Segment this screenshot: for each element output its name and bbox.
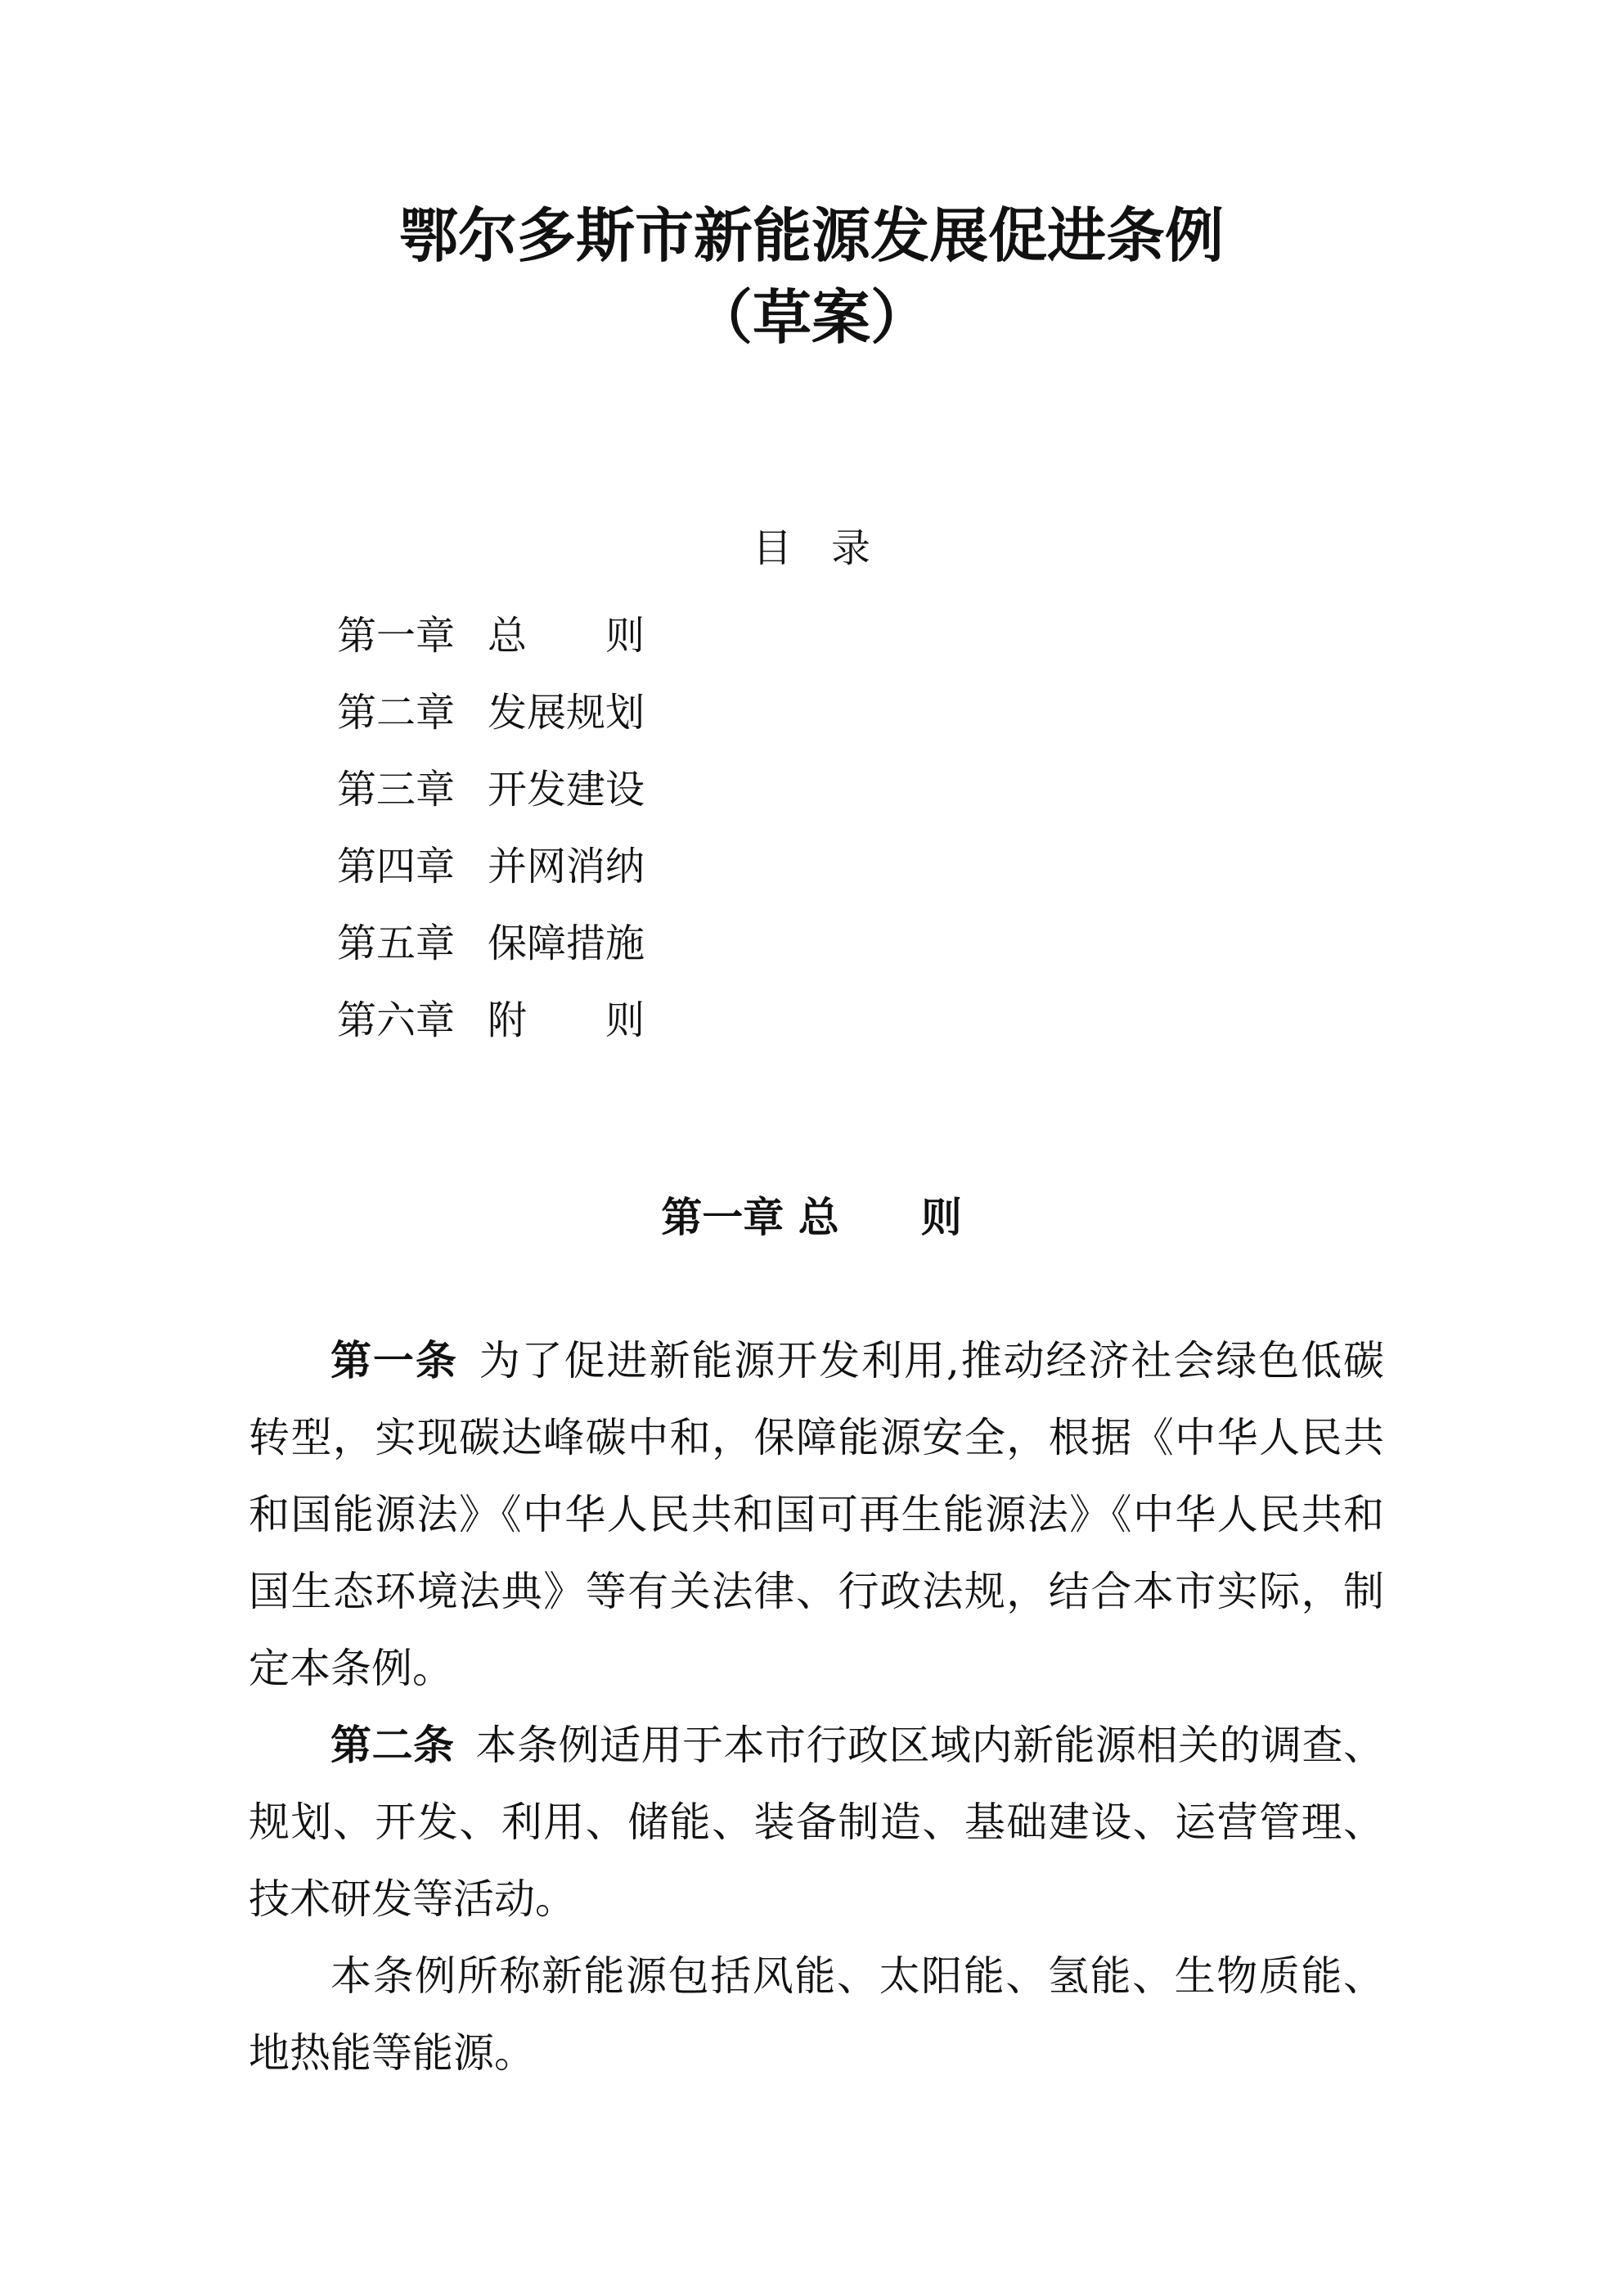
toc-item — [337, 905, 645, 982]
article-label: 第二条 — [330, 1721, 455, 1769]
article-2 — [249, 1707, 1384, 1938]
toc-chapter-number: 第一章 — [337, 613, 456, 659]
document-title: 鄂尔多斯市新能源发展促进条例 — [398, 200, 1224, 270]
chapter-heading: 第一章 总 则 — [661, 1193, 962, 1241]
toc-chapter-name: 并网消纳 — [488, 844, 645, 889]
document-subtitle: （草案） — [693, 282, 929, 352]
toc-chapter-name: 保障措施 — [488, 921, 645, 966]
toc-chapter-name: 开发建设 — [488, 767, 645, 813]
chapter-body — [249, 1322, 1384, 2091]
article-1 — [249, 1322, 1384, 1707]
toc-chapter-number: 第四章 — [337, 844, 456, 889]
toc-item — [337, 674, 645, 751]
toc-chapter-number: 第五章 — [337, 921, 456, 966]
toc-chapter-number: 第三章 — [337, 767, 456, 813]
toc-chapter-name: 发展规划 — [488, 690, 645, 736]
toc-chapter-name: 总 则 — [488, 613, 645, 659]
toc-chapter-number: 第二章 — [337, 690, 456, 736]
toc-item — [337, 982, 645, 1059]
article-label: 第一条 — [330, 1336, 458, 1384]
article-2-paragraph: 本条例所称新能源包括风能、太阳能、氢能、生物质能、地热能等能源。 — [249, 1952, 1384, 2077]
toc-item — [337, 828, 645, 905]
toc-item — [337, 597, 645, 674]
article-text: 为了促进新能源开发利用,推动经济社会绿色低碳转型，实现碳达峰碳中和，保障能源安全，根据《中华人民共和国能源法》《中华人民共和国可再生能源法》《中华人民共和国生态环境法典》等有关法律、行政法规，结合本市实际，制定本条例。 — [249, 1337, 1384, 1692]
table-of-contents — [337, 597, 645, 1059]
toc-chapter-number: 第六章 — [337, 997, 456, 1043]
article-text: 本条例适用于本市行政区域内新能源相关的调查、规划、开发、利用、储能、装备制造、基础建设、运营管理、技术研发等活动。 — [249, 1722, 1384, 1923]
toc-item — [337, 751, 645, 828]
toc-chapter-name: 附 则 — [488, 997, 645, 1043]
toc-heading: 目 录 — [752, 525, 870, 571]
